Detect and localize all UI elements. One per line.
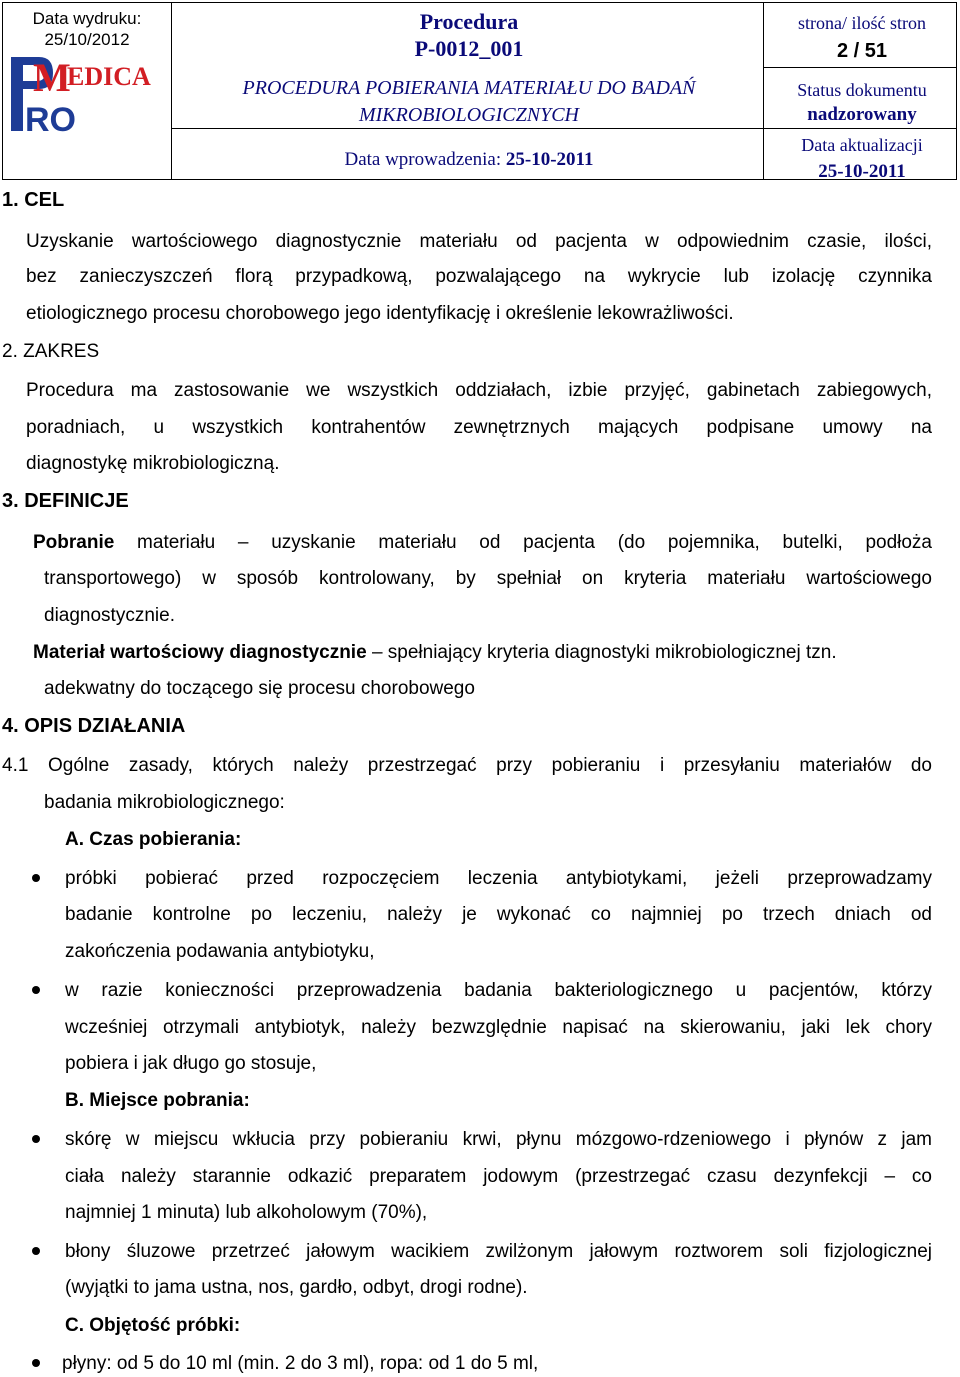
list-item-line: zakończenia podawania antybiotyku,	[65, 941, 375, 962]
introduction-date-label: Data wprowadzenia:	[344, 149, 502, 170]
definition-text: materiału – uzyskanie materiału od pacjenta (do pojemnika, butelki, podłoża	[137, 532, 933, 553]
definition-line: diagnostycznie.	[44, 605, 175, 626]
procedure-title	[173, 75, 765, 129]
list-item-line: skórę w miejscu wkłucia przy pobieraniu krwi, płynu mózgowo-rdzeniowego i płynów z jam	[65, 1129, 932, 1150]
section-heading: 2. ZAKRES	[2, 341, 100, 362]
definition-term: Pobranie	[33, 532, 115, 553]
procedure-code: P-0012_001	[414, 36, 524, 61]
header-divider	[171, 3, 172, 179]
procedure-title-line: PROCEDURA POBIERANIA MATERIAŁU DO BADAŃ	[242, 77, 696, 99]
paragraph-line: diagnostykę mikrobiologiczną.	[26, 453, 280, 474]
bullet	[32, 1359, 40, 1367]
print-date: 25/10/2012	[44, 30, 130, 49]
definition-line: transportowego) w sposób kontrolowany, by spełniał on kryteria materiału wartościowego	[44, 568, 932, 589]
paragraph-line: poradniach, u wszystkich kontrahentów zewnętrznych mających podpisane umowy na	[26, 417, 932, 438]
paragraph-line: bez zanieczyszczeń florą przypadkową, pozwalającego na wykrycie lub izolację czynnika	[26, 266, 932, 287]
subsection-heading: A. Czas pobierania:	[65, 829, 242, 850]
procedure-label: Procedura	[419, 9, 519, 34]
status-label: Status dokumentu	[797, 80, 927, 100]
pages-value: 2 / 51	[836, 40, 888, 62]
medica-pro-logo	[9, 55, 169, 135]
update-date-value: 25-10-2011	[818, 161, 906, 182]
procedure-title-line: MIKROBIOLOGICZNYCH	[358, 104, 580, 126]
paragraph-line: badania mikrobiologicznego:	[44, 792, 285, 813]
definition-line	[33, 641, 837, 665]
update-date-label: Data aktualizacji	[801, 135, 923, 155]
list-item-line: próbki pobierać przed rozpoczęciem leczenia antybiotykami, jeżeli przeprowadzamy	[65, 868, 932, 889]
logo-text-edica: EDICA	[67, 62, 151, 91]
section-heading: 4. OPIS DZIAŁANIA	[2, 715, 186, 737]
bullet	[32, 1135, 40, 1143]
header-divider	[763, 67, 956, 68]
definition-term: Materiał wartościowy diagnostycznie	[33, 642, 367, 663]
document-header	[2, 2, 957, 180]
list-item-line: błony śluzowe przetrzeć jałowym wacikiem zwilżonym jałowym roztworem soli fizjologicznej	[65, 1241, 932, 1262]
paragraph-line: 4.1 Ogólne zasady, których należy przestrzegać przy pobieraniu i przesyłaniu materiałów do	[2, 755, 932, 776]
status-value: nadzorowany	[807, 104, 917, 125]
subsection-heading: B. Miejsce pobrania:	[65, 1090, 250, 1111]
pages-label: strona/ ilość stron	[798, 13, 926, 33]
print-date-label: Data wydruku:	[32, 9, 142, 28]
definition-line: adekwatny do toczącego się procesu chorobowego	[44, 678, 475, 699]
list-item-line: płyny: od 5 do 10 ml (min. 2 do 3 ml), ropa: od 1 do 5 ml,	[62, 1353, 539, 1374]
bullet	[32, 1247, 40, 1255]
introduction-date	[173, 149, 765, 171]
list-item-line: badanie kontrolne po leczeniu, należy je wykonać co najmniej po trzech dniach od	[65, 904, 932, 925]
definition-line	[33, 531, 932, 555]
paragraph-line: etiologicznego procesu chorobowego jego identyfikację i określenie lekowrażliwości.	[26, 303, 734, 324]
list-item-line: najmniej 1 minuta) lub alkoholowym (70%),	[65, 1202, 428, 1223]
section-heading: 3. DEFINICJE	[2, 490, 129, 512]
definition-text: – spełniający kryteria diagnostyki mikrobiologicznej tzn.	[371, 642, 837, 663]
introduction-date-value: 25-10-2011	[505, 149, 594, 170]
logo-letter-m: M	[33, 55, 71, 100]
bullet	[32, 986, 40, 994]
paragraph-line: Procedura ma zastosowanie we wszystkich oddziałach, izbie przyjęć, gabinetach zabiegowych,	[26, 380, 932, 401]
list-item-line: (wyjątki to jama ustna, nos, gardło, odbyt, drogi rodne).	[65, 1277, 528, 1298]
section-heading: 1. CEL	[2, 189, 65, 211]
list-item-line: w razie konieczności przeprowadzenia badania bakteriologicznego u pacjentów, którzy	[65, 980, 932, 1001]
paragraph-line: Uzyskanie wartościowego diagnostycznie materiału od pacjenta w odpowiednim czasie, ilości,	[26, 231, 932, 252]
list-item-line: ciała należy starannie odkazić preparatem jodowym (przestrzegać czasu dezynfekcji – co	[65, 1166, 932, 1187]
list-item-line: pobiera i jak długo go stosuje,	[65, 1053, 317, 1074]
subsection-heading: C. Objętość próbki:	[65, 1315, 241, 1336]
logo-text-ro: RO	[25, 101, 76, 135]
bullet	[32, 874, 40, 882]
header-divider	[763, 128, 956, 129]
list-item-line: wcześniej otrzymali antybiotyk, należy bezwzględnie napisać na skierowaniu, jaki lek chory	[65, 1017, 932, 1038]
